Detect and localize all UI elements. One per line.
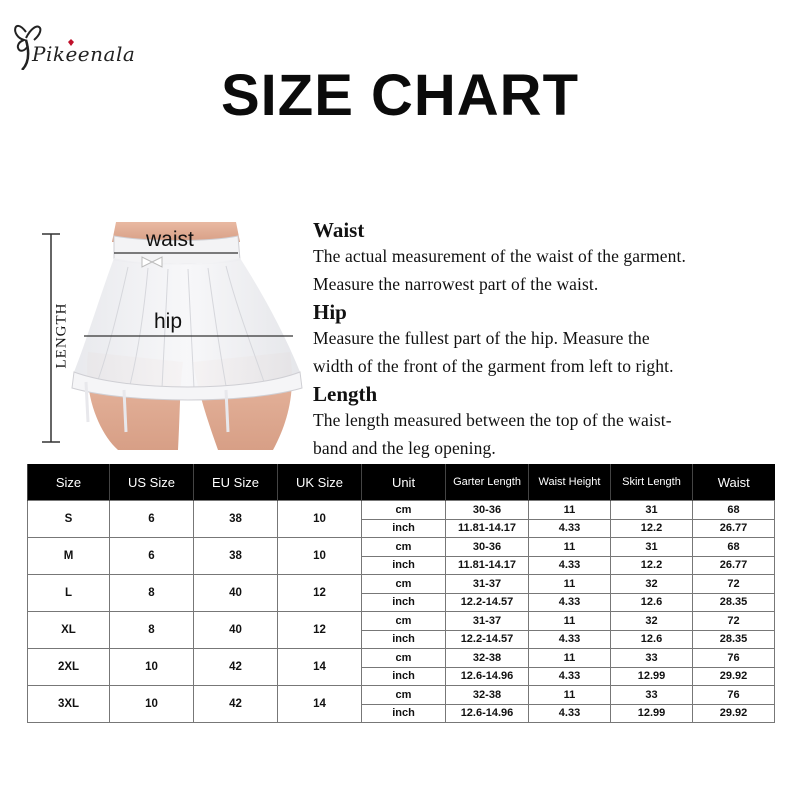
- skirt-length-cell: 12.2: [611, 519, 693, 538]
- waist-height-cell: 11: [529, 538, 611, 557]
- size-table: [27, 464, 775, 723]
- uk-size-cell: 14: [278, 649, 362, 686]
- unit-cell: cm: [362, 649, 446, 668]
- uk-size-cell: 10: [278, 501, 362, 538]
- length-line-1: The length measured between the top of the waist-: [313, 410, 672, 430]
- waist-height-cell: 4.33: [529, 704, 611, 723]
- us-size-cell: 6: [110, 501, 194, 538]
- skirt-length-cell: 33: [611, 686, 693, 705]
- waist-cell: 72: [693, 612, 775, 631]
- eu-size-cell: 38: [194, 501, 278, 538]
- table-header-row: [28, 464, 775, 501]
- waist-cell: 76: [693, 686, 775, 705]
- waist-line-1: The actual measurement of the waist of the garment.: [313, 246, 686, 266]
- waist-height-cell: 11: [529, 575, 611, 594]
- waist-height-cell: 4.33: [529, 667, 611, 686]
- waist-heading: Waist: [313, 218, 365, 242]
- header-us-size: US Size: [110, 464, 194, 501]
- header-size: Size: [28, 464, 110, 501]
- garter-length-cell: 31-37: [446, 575, 529, 594]
- eu-size-cell: 38: [194, 538, 278, 575]
- header-waist-height: Waist Height: [529, 464, 611, 501]
- page-title: SIZE CHART: [221, 63, 579, 128]
- table-row: [28, 612, 775, 631]
- us-size-cell: 6: [110, 538, 194, 575]
- skirt-length-cell: 33: [611, 649, 693, 668]
- unit-cell: inch: [362, 519, 446, 538]
- size-table-body: [28, 501, 775, 723]
- header-eu-size: EU Size: [194, 464, 278, 501]
- length-description: [313, 382, 793, 462]
- eu-size-cell: 42: [194, 686, 278, 723]
- waist-cell: 68: [693, 501, 775, 520]
- size-cell: XL: [28, 612, 110, 649]
- waist-cell: 68: [693, 538, 775, 557]
- unit-cell: inch: [362, 593, 446, 612]
- waist-height-cell: 11: [529, 649, 611, 668]
- brand-logo: [8, 10, 148, 70]
- garment-photo: [68, 222, 308, 450]
- header-skirt-length: Skirt Length: [611, 464, 693, 501]
- skirt-length-cell: 12.99: [611, 704, 693, 723]
- garter-length-cell: 30-36: [446, 501, 529, 520]
- skirt-length-cell: 12.2: [611, 556, 693, 575]
- garter-length-cell: 30-36: [446, 538, 529, 557]
- table-row: [28, 575, 775, 594]
- waist-cell: 29.92: [693, 667, 775, 686]
- length-label: LENGTH: [53, 302, 70, 369]
- unit-cell: inch: [362, 704, 446, 723]
- waist-description: [313, 218, 793, 298]
- garter-length-cell: 12.2-14.57: [446, 630, 529, 649]
- skirt-length-cell: 32: [611, 612, 693, 631]
- garter-length-cell: 11.81-14.17: [446, 556, 529, 575]
- size-cell: L: [28, 575, 110, 612]
- hip-heading: Hip: [313, 300, 347, 324]
- uk-size-cell: 10: [278, 538, 362, 575]
- waist-height-cell: 11: [529, 686, 611, 705]
- garter-length-cell: 31-37: [446, 612, 529, 631]
- eu-size-cell: 42: [194, 649, 278, 686]
- length-line-2: band and the leg opening.: [313, 438, 496, 458]
- us-size-cell: 10: [110, 686, 194, 723]
- unit-cell: inch: [362, 556, 446, 575]
- waist-cell: 76: [693, 649, 775, 668]
- length-indicator: [30, 232, 70, 444]
- waist-label: waist: [146, 228, 194, 251]
- waist-height-cell: 11: [529, 612, 611, 631]
- header-uk-size: UK Size: [278, 464, 362, 501]
- unit-cell: cm: [362, 686, 446, 705]
- brand-name: Pikeenala: [32, 42, 136, 66]
- skirt-length-cell: 12.6: [611, 630, 693, 649]
- hip-line-2: width of the front of the garment from left to right.: [313, 356, 674, 376]
- waist-cell: 26.77: [693, 556, 775, 575]
- unit-cell: cm: [362, 538, 446, 557]
- eu-size-cell: 40: [194, 575, 278, 612]
- waist-cell: 26.77: [693, 519, 775, 538]
- waist-cell: 28.35: [693, 630, 775, 649]
- unit-cell: cm: [362, 501, 446, 520]
- table-row: [28, 686, 775, 705]
- header-waist: Waist: [693, 464, 775, 501]
- skirt-length-cell: 12.6: [611, 593, 693, 612]
- waist-cell: 72: [693, 575, 775, 594]
- hip-description: [313, 300, 793, 380]
- table-row: [28, 538, 775, 557]
- hip-line-1: Measure the fullest part of the hip. Measure the: [313, 328, 650, 348]
- garter-length-cell: 12.2-14.57: [446, 593, 529, 612]
- waist-height-cell: 4.33: [529, 519, 611, 538]
- waist-height-cell: 4.33: [529, 556, 611, 575]
- garter-length-cell: 32-38: [446, 649, 529, 668]
- unit-cell: inch: [362, 667, 446, 686]
- unit-cell: inch: [362, 630, 446, 649]
- waist-line-2: Measure the narrowest part of the waist.: [313, 274, 599, 294]
- waist-cell: 28.35: [693, 593, 775, 612]
- garment-image: [68, 222, 308, 450]
- us-size-cell: 10: [110, 649, 194, 686]
- us-size-cell: 8: [110, 575, 194, 612]
- garter-length-cell: 32-38: [446, 686, 529, 705]
- table-row: [28, 649, 775, 668]
- garter-length-cell: 12.6-14.96: [446, 704, 529, 723]
- size-cell: 2XL: [28, 649, 110, 686]
- measurement-descriptions: [313, 218, 793, 464]
- hip-label: hip: [154, 310, 183, 333]
- header-garter-length: Garter Length: [446, 464, 529, 501]
- length-heading: Length: [313, 382, 378, 406]
- header-unit: Unit: [362, 464, 446, 501]
- table-row: [28, 501, 775, 520]
- us-size-cell: 8: [110, 612, 194, 649]
- skirt-length-cell: 31: [611, 538, 693, 557]
- unit-cell: cm: [362, 575, 446, 594]
- skirt-length-cell: 32: [611, 575, 693, 594]
- uk-size-cell: 12: [278, 575, 362, 612]
- size-cell: S: [28, 501, 110, 538]
- waist-height-cell: 4.33: [529, 630, 611, 649]
- uk-size-cell: 14: [278, 686, 362, 723]
- garter-length-cell: 12.6-14.96: [446, 667, 529, 686]
- size-cell: M: [28, 538, 110, 575]
- size-cell: 3XL: [28, 686, 110, 723]
- waist-cell: 29.92: [693, 704, 775, 723]
- skirt-length-cell: 12.99: [611, 667, 693, 686]
- waist-height-cell: 4.33: [529, 593, 611, 612]
- waist-height-cell: 11: [529, 501, 611, 520]
- uk-size-cell: 12: [278, 612, 362, 649]
- unit-cell: cm: [362, 612, 446, 631]
- eu-size-cell: 40: [194, 612, 278, 649]
- skirt-length-cell: 31: [611, 501, 693, 520]
- garter-length-cell: 11.81-14.17: [446, 519, 529, 538]
